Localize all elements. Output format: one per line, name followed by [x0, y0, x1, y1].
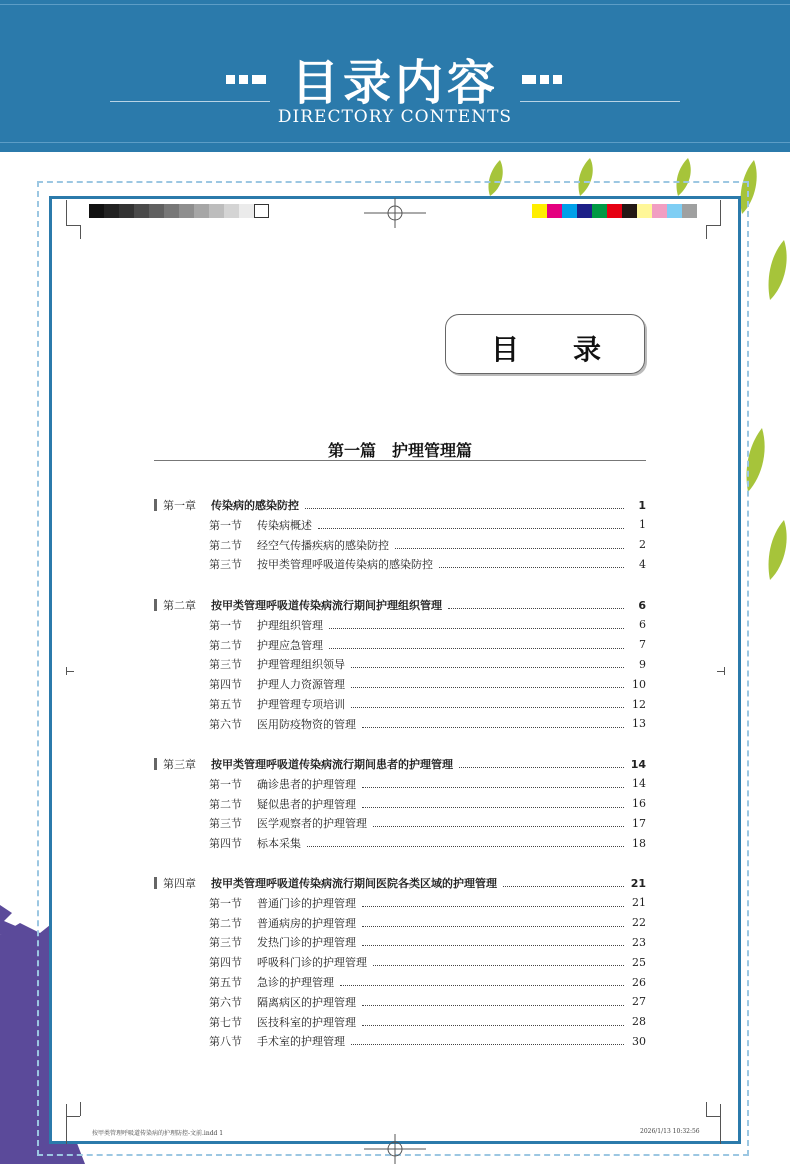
toc-section-row[interactable] [154, 636, 646, 654]
toc-section-row[interactable] [154, 834, 646, 852]
chapter-number: 第二章 [163, 599, 196, 612]
section-page: 23 [632, 935, 646, 949]
leader-dots [329, 647, 624, 649]
section-title: 护理管理专项培训 [257, 698, 345, 711]
crop-mark [706, 1116, 720, 1117]
leader-dots [362, 806, 624, 808]
crop-mark [720, 1104, 721, 1144]
chapter-marker [154, 877, 157, 889]
gray-swatch [194, 204, 209, 218]
section-title: 手术室的护理管理 [257, 1035, 345, 1049]
crop-mark [706, 225, 707, 239]
side-mark-right [724, 667, 725, 675]
toc-chapter-row[interactable] [154, 596, 646, 614]
registration-mark-bottom [364, 1134, 426, 1164]
section-page: 10 [632, 677, 646, 691]
toc-section-row[interactable] [154, 1013, 646, 1031]
crop-mark [720, 200, 721, 226]
color-swatch [652, 204, 667, 218]
gray-swatch [224, 204, 239, 218]
leader-dots [373, 825, 624, 827]
chapter-marker [154, 758, 157, 770]
section-title: 呼吸科门诊的护理管理 [257, 956, 367, 970]
leader-dots [362, 925, 624, 927]
color-swatch [682, 204, 697, 218]
section-page: 14 [632, 777, 646, 791]
toc-section-row[interactable] [154, 516, 646, 534]
section-page: 13 [632, 717, 646, 731]
toc-section-row[interactable] [154, 933, 646, 951]
part-title: 第一篇 护理管理篇 [327, 441, 472, 460]
gray-calibration-bar [89, 204, 269, 218]
chapter-marker [154, 499, 157, 511]
crop-mark [706, 225, 720, 226]
section-page: 26 [632, 975, 646, 989]
leader-dots [503, 885, 624, 887]
section-page: 25 [632, 955, 646, 969]
section-number: 第五节 [209, 698, 242, 711]
leader-dots [362, 786, 624, 788]
crop-mark [66, 1116, 80, 1117]
color-swatch [667, 204, 682, 218]
section-title: 护理人力资源管理 [257, 678, 345, 692]
toc-section-row[interactable] [154, 993, 646, 1011]
section-title: 传染病概述 [257, 518, 312, 532]
toc-heading-left: 目 [491, 333, 520, 366]
gray-swatch [149, 204, 164, 218]
section-number: 第七节 [209, 1015, 242, 1029]
leader-dots [448, 607, 624, 609]
section-number: 第八节 [209, 1035, 242, 1049]
toc-section-row[interactable] [154, 814, 646, 832]
gray-swatch [134, 204, 149, 218]
part-title-rule [154, 460, 646, 461]
banner-title: 目录内容 [290, 55, 499, 111]
chapter-title: 按甲类管理呼吸道传染病流行期间护理组织管理 [211, 599, 442, 612]
leader-dots [318, 527, 624, 529]
crop-mark [706, 1102, 707, 1116]
leader-dots [362, 944, 624, 946]
banner-line-top [0, 4, 790, 5]
gray-swatch [179, 204, 194, 218]
footer-filename: 按甲类管理呼吸道传染病的护理防控-文前.indd 1 [92, 1130, 224, 1137]
chapter-page: 14 [630, 757, 646, 771]
gray-swatch [164, 204, 179, 218]
toc-section-row[interactable] [154, 914, 646, 932]
toc-section-row[interactable] [154, 675, 646, 693]
chapter-number: 第三章 [163, 758, 196, 771]
section-title: 普通病房的护理管理 [257, 916, 356, 930]
crop-mark [80, 225, 81, 239]
section-number: 第四节 [209, 837, 242, 851]
banner-subtitle: DIRECTORY CONTENTS [277, 107, 513, 127]
section-number: 第三节 [209, 658, 242, 672]
section-page: 1 [639, 518, 646, 532]
toc-section-row[interactable] [154, 655, 646, 673]
section-page: 7 [639, 638, 646, 652]
leader-dots [362, 905, 624, 907]
leader-dots [305, 507, 624, 509]
chapter-marker [154, 599, 157, 611]
section-title: 护理组织管理 [257, 618, 323, 632]
chapter-page: 6 [638, 598, 646, 612]
section-number: 第二节 [209, 797, 242, 811]
section-number: 第六节 [209, 717, 242, 731]
section-number: 第二节 [209, 538, 242, 552]
section-title: 确诊患者的护理管理 [257, 777, 356, 791]
section-page: 28 [632, 1015, 646, 1029]
section-title: 护理管理组织领导 [257, 658, 345, 672]
section-page: 4 [639, 557, 646, 571]
crop-mark [80, 1102, 81, 1116]
toc-section-row[interactable] [154, 695, 646, 713]
toc-chapter-row[interactable] [154, 874, 646, 892]
color-calibration-bar [532, 204, 697, 218]
section-page: 21 [632, 896, 646, 910]
color-swatch [532, 204, 547, 218]
green-leaf-decoration [766, 240, 790, 300]
section-title: 医技科室的护理管理 [257, 1015, 356, 1029]
section-number: 第三节 [209, 936, 242, 950]
footer-timestamp: 2026/1/13 10:32:56 [640, 1128, 700, 1135]
leader-dots [362, 1024, 624, 1026]
section-number: 第五节 [209, 976, 242, 989]
color-swatch [592, 204, 607, 218]
header-banner [0, 0, 790, 152]
section-title: 隔离病区的护理管理 [257, 995, 356, 1009]
leader-dots [439, 566, 624, 568]
section-title: 医用防疫物资的管理 [257, 717, 356, 731]
section-page: 30 [632, 1034, 646, 1048]
toc-chapter-row[interactable] [154, 496, 646, 514]
section-page: 2 [639, 538, 646, 552]
chapter-number: 第一章 [163, 499, 196, 512]
section-number: 第一节 [209, 777, 242, 791]
section-page: 12 [632, 697, 646, 711]
gray-swatch [239, 204, 254, 218]
section-number: 第一节 [209, 618, 242, 632]
leader-dots [307, 845, 624, 847]
toc-section-row[interactable] [154, 973, 646, 991]
section-number: 第二节 [209, 916, 242, 930]
toc-section-row[interactable] [154, 715, 646, 733]
section-title: 急诊的护理管理 [257, 976, 334, 989]
section-title: 发热门诊的护理管理 [257, 936, 356, 950]
color-swatch [547, 204, 562, 218]
section-title: 疑似患者的护理管理 [257, 797, 356, 811]
leader-dots [362, 1004, 624, 1006]
section-title: 普通门诊的护理管理 [257, 896, 356, 910]
leader-dots [351, 706, 624, 708]
section-title: 护理应急管理 [257, 638, 323, 652]
leader-dots [362, 726, 624, 728]
chapter-number: 第四章 [163, 877, 196, 890]
crop-mark [66, 1104, 67, 1144]
section-page: 17 [632, 816, 646, 830]
section-number: 第三节 [209, 817, 242, 831]
leader-dots [373, 964, 624, 966]
leader-dots [351, 1043, 624, 1045]
section-page: 6 [639, 618, 646, 632]
section-number: 第四节 [209, 956, 242, 970]
section-page: 18 [632, 836, 646, 850]
gray-swatch [89, 204, 104, 218]
section-number: 第二节 [209, 638, 242, 652]
toc-section-row[interactable] [154, 616, 646, 634]
chapter-title: 按甲类管理呼吸道传染病流行期间患者的护理管理 [211, 758, 453, 771]
toc-heading-right: 录 [573, 333, 602, 366]
toc-chapter-row[interactable] [154, 755, 646, 773]
section-page: 16 [632, 797, 646, 811]
green-leaf-decoration [766, 520, 790, 580]
gray-swatch [104, 204, 119, 218]
registration-mark-top [364, 198, 426, 228]
toc-heading-box [445, 314, 645, 374]
toc-section-row[interactable] [154, 555, 646, 573]
leader-dots [351, 666, 624, 668]
leader-dots [459, 766, 624, 768]
leader-dots [351, 686, 624, 688]
banner-rule-right [520, 101, 680, 102]
banner-dots-right [522, 72, 566, 82]
section-page: 22 [632, 916, 646, 930]
section-title: 标本采集 [257, 837, 301, 851]
section-title: 经空气传播疾病的感染防控 [257, 538, 389, 552]
color-swatch [562, 204, 577, 218]
section-title: 按甲类管理呼吸道传染病的感染防控 [257, 558, 433, 572]
section-page: 27 [632, 995, 646, 1009]
banner-rule-left [110, 101, 270, 102]
toc-section-row[interactable] [154, 536, 646, 554]
color-swatch [577, 204, 592, 218]
banner-line-bottom [0, 142, 790, 143]
chapter-page: 1 [638, 498, 646, 512]
toc-section-row[interactable] [154, 1032, 646, 1050]
toc-section-row[interactable] [154, 775, 646, 793]
color-swatch [607, 204, 622, 218]
section-number: 第一节 [209, 896, 242, 910]
section-title: 医学观察者的护理管理 [257, 817, 367, 831]
gray-swatch [119, 204, 134, 218]
section-number: 第六节 [209, 995, 242, 1009]
side-mark-left [66, 667, 67, 675]
chapter-page: 21 [630, 876, 646, 890]
toc-section-row[interactable] [154, 894, 646, 912]
gray-swatch [254, 204, 269, 218]
section-number: 第一节 [209, 518, 242, 532]
crop-mark [66, 200, 67, 226]
chapter-title: 按甲类管理呼吸道传染病流行期间医院各类区域的护理管理 [211, 877, 497, 890]
toc-section-row[interactable] [154, 953, 646, 971]
side-mark-left [66, 671, 74, 672]
leader-dots [395, 547, 624, 549]
section-page: 9 [639, 657, 646, 671]
color-swatch [637, 204, 652, 218]
leader-dots [329, 627, 624, 629]
chapter-title: 传染病的感染防控 [211, 499, 299, 512]
leader-dots [340, 984, 624, 986]
toc-section-row[interactable] [154, 795, 646, 813]
section-number: 第三节 [209, 558, 242, 572]
crop-mark [66, 225, 80, 226]
color-swatch [622, 204, 637, 218]
section-number: 第四节 [209, 678, 242, 692]
gray-swatch [209, 204, 224, 218]
